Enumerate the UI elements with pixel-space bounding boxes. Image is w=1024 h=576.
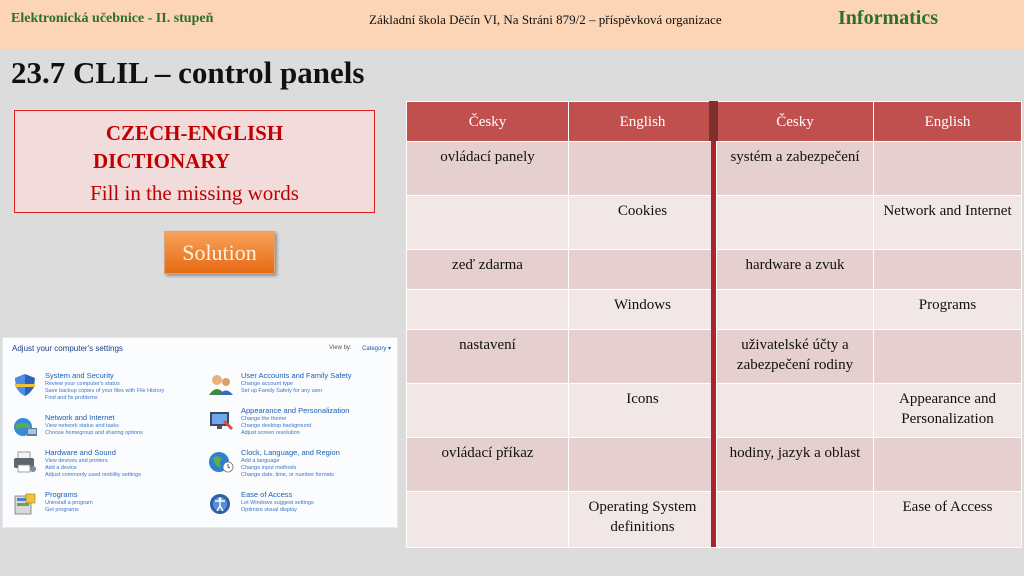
category-link[interactable]: Review your computer's status [45, 381, 120, 387]
category-link[interactable]: Optimize visual display [241, 507, 297, 513]
category-link[interactable]: Choose homegroup and sharing options [45, 430, 143, 436]
table-row [407, 290, 1022, 330]
category-link[interactable]: Adjust commonly used mobility settings [45, 472, 141, 478]
table-cell: Icons [569, 384, 717, 438]
column-header-czech: Česky [407, 102, 569, 142]
table-cell: Network and Internet [874, 196, 1022, 250]
table-cell[interactable] [717, 196, 874, 250]
table-cell[interactable] [407, 492, 569, 548]
table-row [407, 384, 1022, 438]
ease-of-access-icon [208, 492, 234, 516]
category-name[interactable]: Network and Internet [45, 413, 115, 422]
category-link[interactable]: Set up Family Safety for any user [241, 388, 323, 394]
header-textbook-title: Elektronická učebnice - II. stupeň [11, 11, 214, 26]
table-cell: systém a zabezpečení [717, 142, 874, 196]
table-cell: Operating System definitions [569, 492, 717, 548]
category-link[interactable]: Change desktop background [241, 423, 312, 429]
table-cell[interactable] [407, 290, 569, 330]
category-link[interactable]: Change date, time, or number formats [241, 472, 334, 478]
table-cell[interactable] [874, 438, 1022, 492]
globe-clock-icon [208, 450, 234, 474]
category-link[interactable]: Let Windows suggest settings [241, 500, 314, 506]
column-header-english: English [569, 102, 717, 142]
programs-icon [12, 492, 38, 516]
header-bar [0, 0, 1024, 50]
dictionary-table [406, 101, 1021, 547]
table-cell: ovládací panely [407, 142, 569, 196]
category-link[interactable]: View devices and printers [45, 458, 108, 464]
table-cell: hodiny, jazyk a oblast [717, 438, 874, 492]
table-cell[interactable] [874, 330, 1022, 384]
table-row [407, 142, 1022, 196]
category-link[interactable]: View network status and tasks [45, 423, 119, 429]
table-cell: Ease of Access [874, 492, 1022, 548]
category-link[interactable]: Adjust screen resolution [241, 430, 300, 436]
category-link[interactable]: Add a language [241, 458, 280, 464]
category-link[interactable]: Change input methods [241, 465, 297, 471]
dictionary-box [14, 110, 375, 213]
table-cell: ovládací příkaz [407, 438, 569, 492]
table-row [407, 492, 1022, 548]
table-cell: Programs [874, 290, 1022, 330]
table-cell[interactable] [874, 250, 1022, 290]
shield-icon [12, 373, 38, 397]
table-row [407, 330, 1022, 384]
table-row [407, 250, 1022, 290]
table-cell[interactable] [569, 250, 717, 290]
category-link[interactable]: Add a device [45, 465, 77, 471]
category-name[interactable]: Hardware and Sound [45, 448, 116, 457]
header-school-name: Základní škola Děčín VI, Na Stráni 879/2 – příspěvková organizace [369, 12, 722, 27]
table-cell[interactable] [874, 142, 1022, 196]
table-cell[interactable] [407, 384, 569, 438]
table-row [407, 438, 1022, 492]
table-cell: hardware a zvuk [717, 250, 874, 290]
page-title: 23.7 CLIL – control panels [11, 55, 365, 90]
category-link[interactable]: Change the theme [241, 416, 287, 422]
table-cell: Cookies [569, 196, 717, 250]
printer-icon [12, 450, 38, 474]
table-header-row [407, 102, 1022, 142]
dictionary-title-line2: DICTIONARY [93, 149, 230, 173]
category-name[interactable]: Ease of Access [241, 490, 293, 499]
users-icon [208, 373, 234, 397]
table-cell[interactable] [569, 142, 717, 196]
table-cell[interactable] [407, 196, 569, 250]
network-icon [12, 415, 38, 439]
table-cell[interactable] [717, 384, 874, 438]
table-cell: Windows [569, 290, 717, 330]
header-subject: Informatics [838, 7, 938, 29]
table-cell[interactable] [717, 290, 874, 330]
table-cell: Appearance and Personalization [874, 384, 1022, 438]
table-row [407, 196, 1022, 250]
table-cell: uživatelské účty a zabezpečení rodiny [717, 330, 874, 384]
control-panel-image [2, 337, 398, 528]
solution-button[interactable]: Solution [164, 231, 275, 274]
view-by-dropdown[interactable]: Category ▾ [362, 346, 392, 352]
dictionary-title-line1: CZECH-ENGLISH [105, 121, 284, 145]
category-name[interactable]: Programs [45, 490, 78, 499]
category-name[interactable]: Appearance and Personalization [241, 406, 350, 415]
table-cell: nastavení [407, 330, 569, 384]
dictionary-instruction: Fill in the missing words [90, 181, 299, 205]
category-link[interactable]: Get programs [45, 507, 79, 513]
category-link[interactable]: Find and fix problems [45, 395, 98, 401]
view-by-label: View by: [329, 345, 352, 351]
category-name[interactable]: User Accounts and Family Safety [241, 371, 352, 380]
category-name[interactable]: Clock, Language, and Region [241, 448, 340, 457]
table-cell[interactable] [569, 330, 717, 384]
category-link[interactable]: Uninstall a program [45, 500, 93, 506]
table-cell[interactable] [717, 492, 874, 548]
appearance-icon [208, 408, 234, 432]
column-header-english: English [874, 102, 1022, 142]
control-panel-title: Adjust your computer's settings [12, 344, 123, 353]
category-link[interactable]: Change account type [241, 381, 293, 387]
category-name[interactable]: System and Security [45, 371, 114, 380]
category-link[interactable]: Save backup copies of your files with File History [45, 388, 165, 394]
table-cell[interactable] [569, 438, 717, 492]
table-cell: zeď zdarma [407, 250, 569, 290]
column-header-czech: Česky [717, 102, 874, 142]
